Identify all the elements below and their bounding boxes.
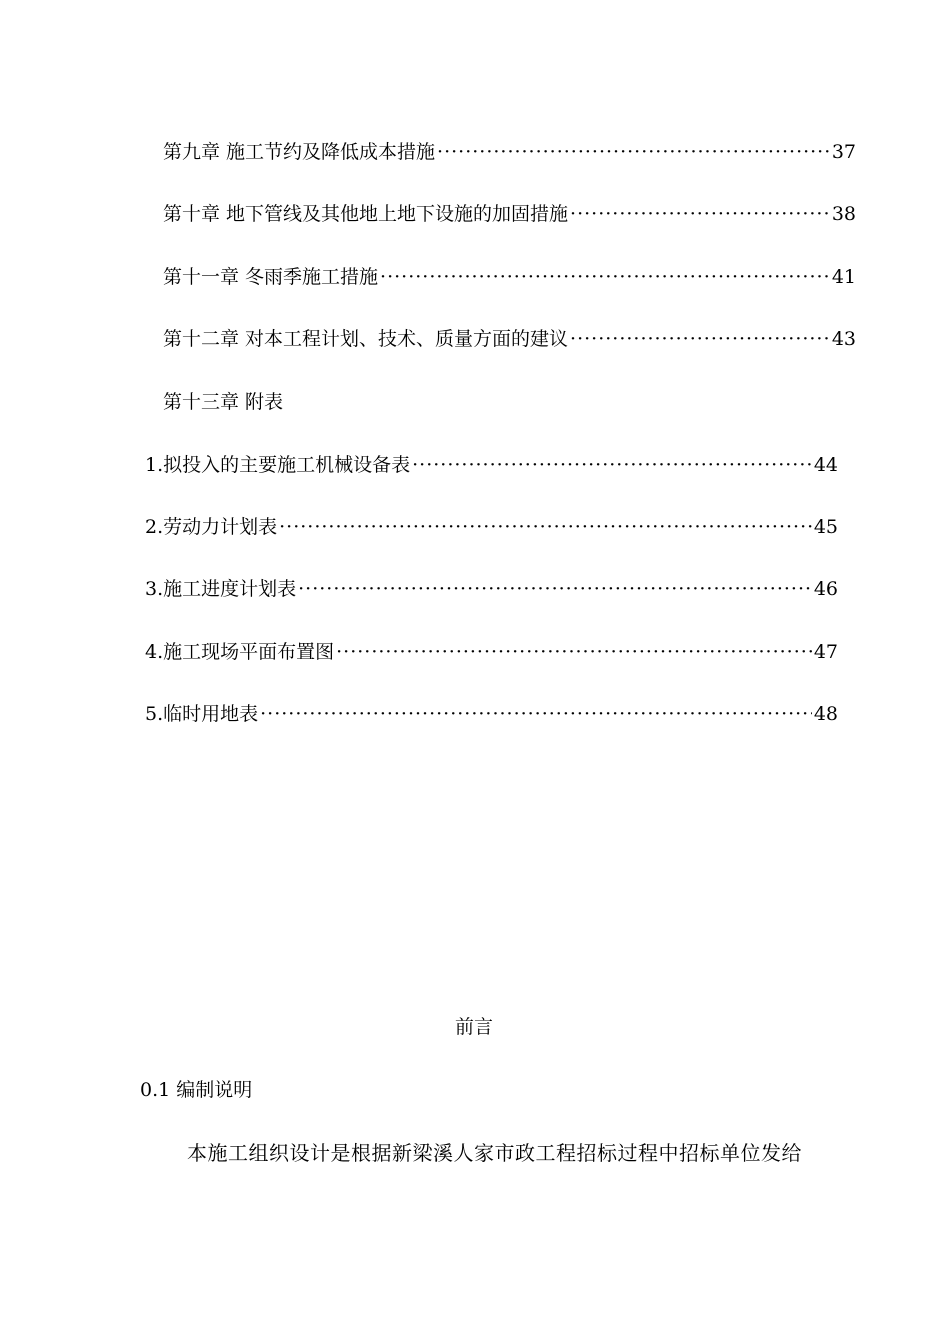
toc-title: 5.临时用地表: [145, 703, 259, 725]
toc-page-number: 43: [831, 328, 856, 350]
toc-row[interactable]: [163, 199, 856, 227]
toc-row[interactable]: [145, 574, 838, 602]
toc-page-number: 46: [813, 578, 838, 600]
toc-leader-dots: [380, 266, 830, 288]
toc-title: 第十一章 冬雨季施工措施: [163, 266, 379, 288]
toc-page-number: 38: [831, 203, 856, 225]
toc-leader-dots: [336, 641, 812, 663]
toc-row[interactable]: [163, 262, 856, 290]
toc-row[interactable]: [163, 324, 856, 352]
toc-leader-dots: [570, 328, 830, 350]
toc-title: 第九章 施工节约及降低成本措施: [163, 141, 436, 163]
toc-title: 3.施工进度计划表: [145, 578, 297, 600]
toc-page-number: 37: [831, 141, 856, 163]
toc-row[interactable]: [145, 637, 838, 665]
toc-leader-dots: [298, 578, 812, 600]
toc-leader-dots: [437, 141, 830, 163]
toc-leader-dots: [260, 703, 812, 725]
toc-page-number: 41: [831, 266, 856, 288]
toc-title: 1.拟投入的主要施工机械设备表: [145, 454, 411, 476]
appendix-heading: 第十三章 附表: [163, 391, 284, 413]
toc-row[interactable]: [145, 512, 838, 540]
toc-leader-dots: [412, 454, 812, 476]
section-heading: 0.1 编制说明: [140, 1079, 253, 1101]
toc-title: 2.劳动力计划表: [145, 516, 278, 538]
toc-row[interactable]: [163, 137, 856, 165]
toc-title: 4.施工现场平面布置图: [145, 641, 335, 663]
toc-title: 第十章 地下管线及其他地上地下设施的加固措施: [163, 203, 569, 225]
toc-page-number: 45: [813, 516, 838, 538]
toc-page-number: 48: [813, 703, 838, 725]
toc-title: 第十二章 对本工程计划、技术、质量方面的建议: [163, 328, 569, 350]
toc-leader-dots: [279, 516, 812, 538]
toc-leader-dots: [570, 203, 830, 225]
toc-row[interactable]: [145, 450, 838, 478]
toc-row[interactable]: [145, 699, 838, 727]
toc-page-number: 44: [813, 454, 838, 476]
body-paragraph: 本施工组织设计是根据新梁溪人家市政工程招标过程中招标单位发给: [187, 1141, 802, 1165]
toc-page-number: 47: [813, 641, 838, 663]
preface-title: 前言: [455, 1016, 494, 1038]
